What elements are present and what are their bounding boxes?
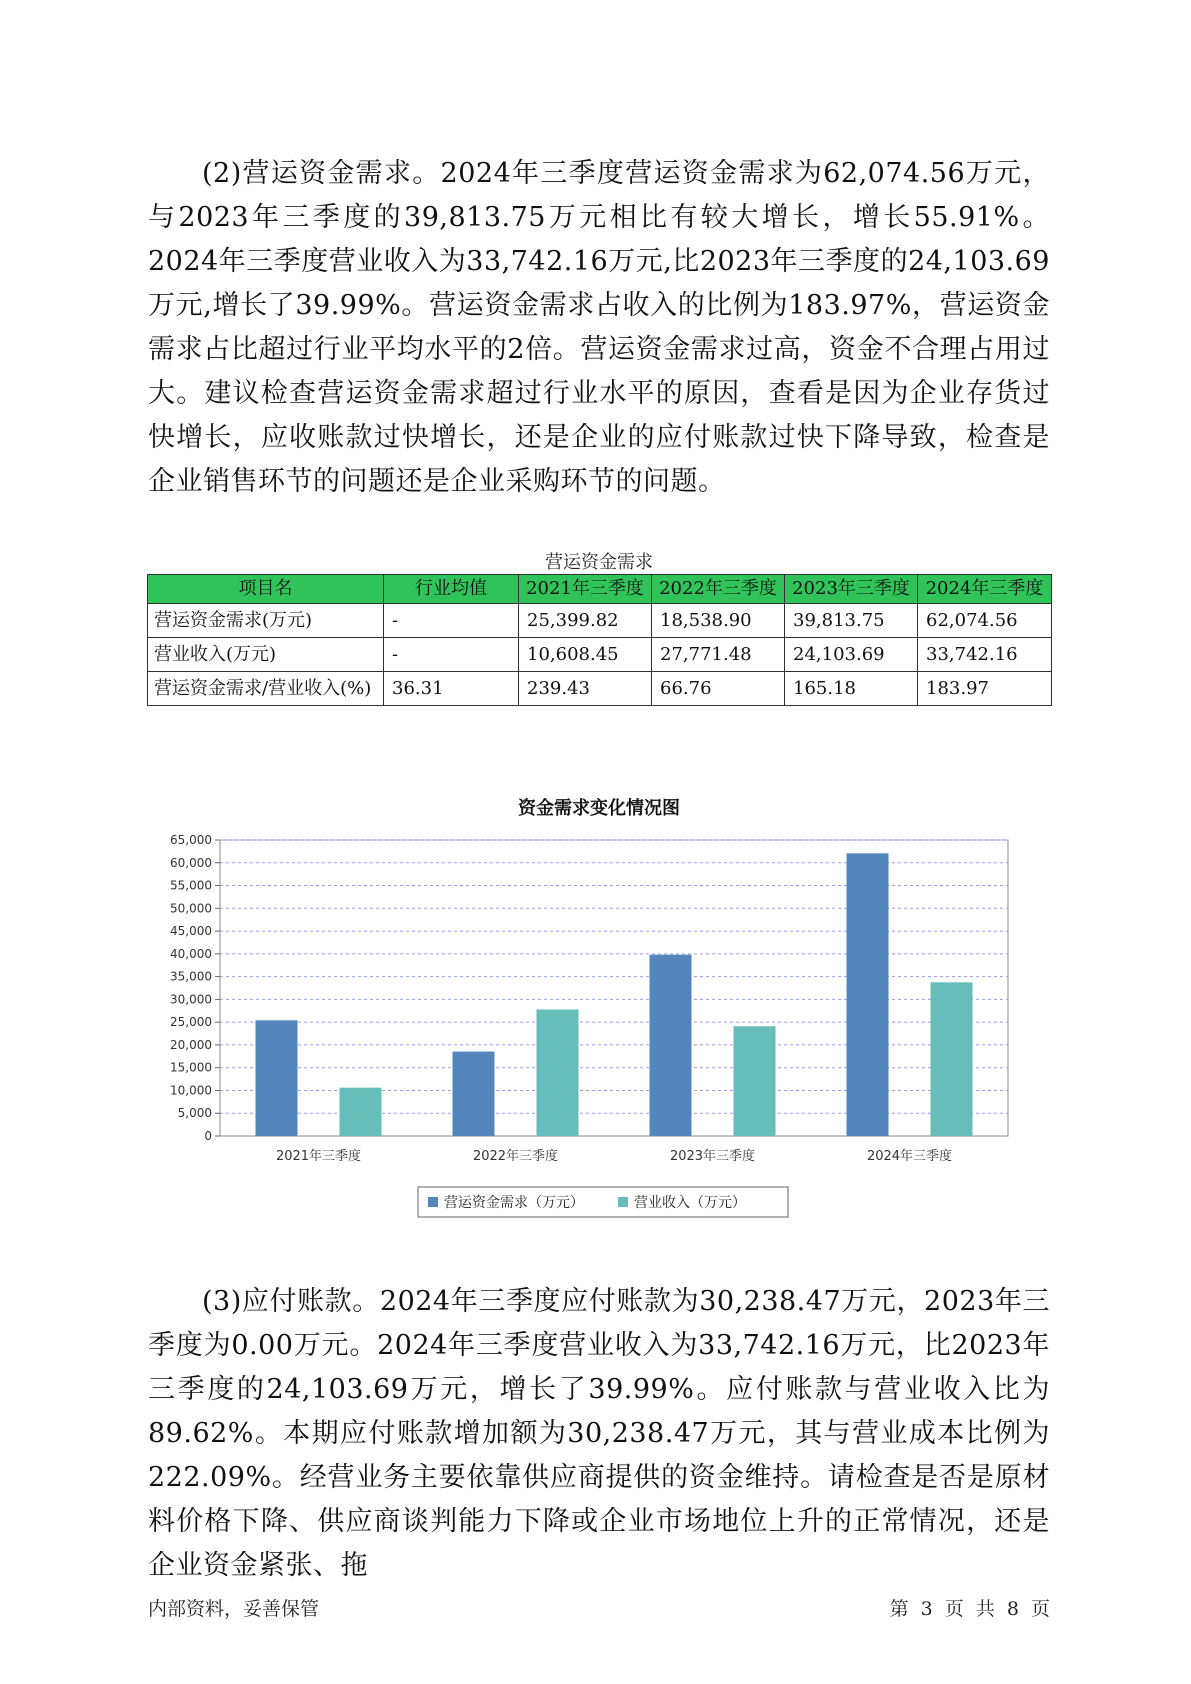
bar — [340, 1088, 382, 1136]
row-label: 营运资金需求/营业收入(%) — [148, 672, 384, 706]
row-label: 营运资金需求(万元) — [148, 604, 384, 638]
table-cell: 33,742.16 — [918, 638, 1052, 672]
paragraph-accounts-payable: (3)应付账款。2024年三季度应付账款为30,238.47万元，2023年三季度为0.00万元。2024年三季度营业收入为33,742.16万元，比2023年三季度的24,103.69万元，增长了39.99%。应付账款与营业收入比为89.62%。本期应付账款增加额为30,238.47万元，其与营业成本比例为222.09%。经营业务主要依靠供应商提供的资金维持。请检查是否是原材料价格下降、供应商谈判能力下降或企业市场地位上升的正常情况，还是企业资金紧张、拖 — [148, 1286, 1050, 1581]
footer-confidential-note: 内部资料，妥善保管 — [148, 1598, 320, 1620]
footer-page-number: 第 3 页 共 8 页 — [889, 1598, 1050, 1620]
bar — [650, 955, 692, 1136]
y-tick-label: 55,000 — [170, 878, 212, 893]
y-tick-label: 5,000 — [177, 1106, 212, 1121]
plot-area — [220, 840, 1008, 1136]
bar-chart — [148, 794, 1050, 1234]
legend-label: 营运资金需求（万元） — [444, 1195, 584, 1211]
table-cell: 62,074.56 — [918, 604, 1052, 638]
table-cell: 24,103.69 — [785, 638, 918, 672]
legend-swatch — [618, 1197, 628, 1207]
y-tick-label: 35,000 — [170, 969, 212, 984]
y-tick-label: 0 — [204, 1129, 212, 1143]
bar — [256, 1020, 298, 1136]
legend-label: 营业收入（万元） — [634, 1195, 746, 1211]
table-header-row — [148, 575, 1052, 604]
table-cell: 27,771.48 — [652, 638, 785, 672]
table-row — [148, 604, 1052, 638]
legend-swatch — [428, 1197, 438, 1207]
y-tick-label: 65,000 — [170, 833, 212, 847]
header-item-name: 项目名 — [148, 575, 384, 604]
header-2024q3: 2024年三季度 — [918, 575, 1052, 604]
header-industry-avg: 行业均值 — [384, 575, 519, 604]
table-caption: 营运资金需求 — [545, 552, 653, 573]
y-tick-label: 15,000 — [170, 1060, 212, 1075]
table-cell: 25,399.82 — [519, 604, 652, 638]
y-tick-label: 50,000 — [170, 901, 212, 916]
table-row — [148, 638, 1052, 672]
bar — [453, 1052, 495, 1136]
bar — [931, 982, 973, 1136]
y-tick-label: 40,000 — [170, 946, 212, 961]
y-tick-label: 30,000 — [170, 992, 212, 1007]
table-cell: - — [384, 638, 519, 672]
table-cell: 39,813.75 — [785, 604, 918, 638]
y-tick-label: 25,000 — [170, 1015, 212, 1030]
bar — [537, 1010, 579, 1136]
table-cell: 239.43 — [519, 672, 652, 706]
working-capital-table — [147, 574, 1052, 706]
bar — [847, 853, 889, 1136]
header-2022q3: 2022年三季度 — [652, 575, 785, 604]
bar — [734, 1026, 776, 1136]
table-cell: 36.31 — [384, 672, 519, 706]
table-cell: 10,608.45 — [519, 638, 652, 672]
table-cell: 66.76 — [652, 672, 785, 706]
y-tick-label: 20,000 — [170, 1037, 212, 1052]
paragraph-working-capital: (2)营运资金需求。2024年三季度营运资金需求为62,074.56万元，与2023年三季度的39,813.75万元相比有较大增长，增长55.91%。2024年三季度营业收入为33,742.16万元,比2023年三季度的24,103.69万元,增长了39.99%。营运资金需求占收入的比例为183.97%，营运资金需求占比超过行业平均水平的2倍。营运资金需求过高，资金不合理占用过大。建议检查营运资金需求超过行业水平的原因，查看是因为企业存货过快增长，应收账款过快增长，还是企业的应付账款过快下降导致，检查是企业销售环节的问题还是企业采购环节的问题。 — [148, 158, 1050, 497]
header-2021q3: 2021年三季度 — [519, 575, 652, 604]
x-tick-label: 2021年三季度 — [275, 1149, 362, 1164]
row-label: 营业收入(万元) — [148, 638, 384, 672]
y-tick-label: 60,000 — [170, 855, 212, 870]
table-row — [148, 672, 1052, 706]
x-tick-label: 2022年三季度 — [472, 1149, 559, 1164]
table-cell: 183.97 — [918, 672, 1052, 706]
table-cell: 18,538.90 — [652, 604, 785, 638]
table-cell: 165.18 — [785, 672, 918, 706]
chart-canvas — [148, 794, 1050, 1234]
table-cell: - — [384, 604, 519, 638]
chart-title: 资金需求变化情况图 — [518, 798, 680, 819]
x-tick-label: 2024年三季度 — [866, 1149, 953, 1164]
y-tick-label: 10,000 — [170, 1083, 212, 1098]
y-tick-label: 45,000 — [170, 924, 212, 939]
x-tick-label: 2023年三季度 — [669, 1149, 756, 1164]
header-2023q3: 2023年三季度 — [785, 575, 918, 604]
